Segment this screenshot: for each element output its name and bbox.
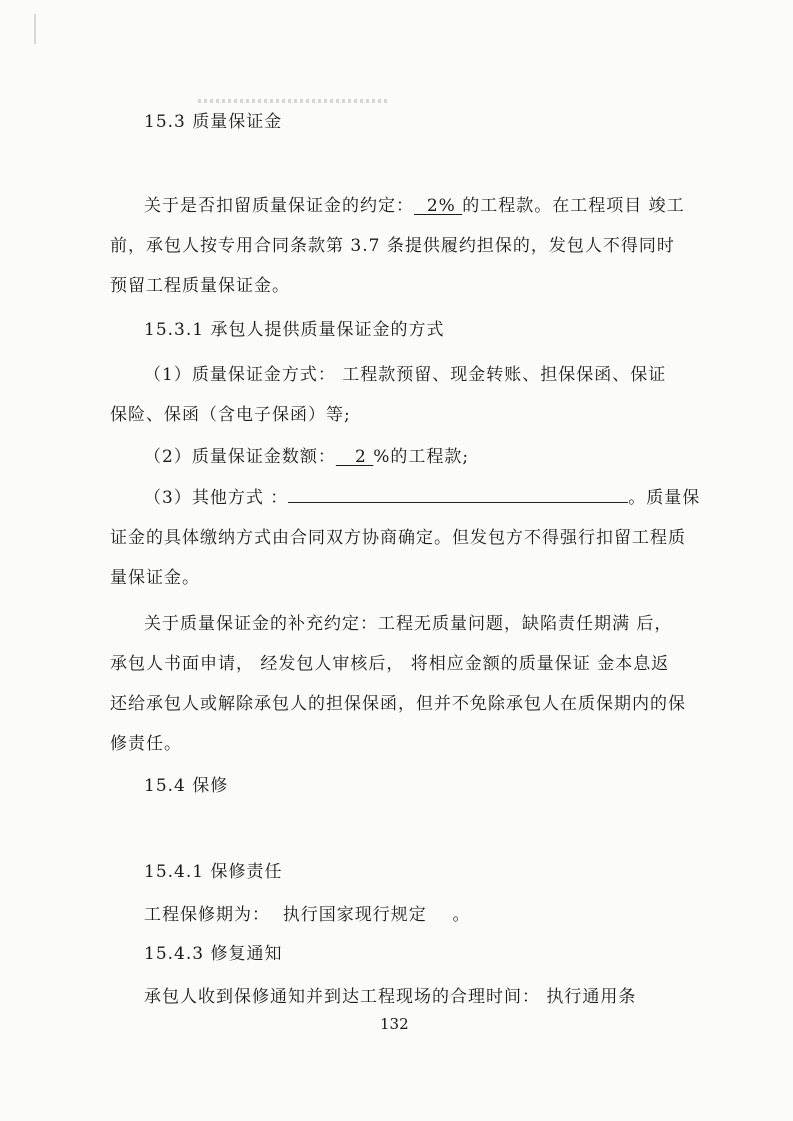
- heading-15-3: 15.3 质量保证金: [144, 112, 283, 132]
- para1-line1-pre: 关于是否扣留质量保证金的约定：: [144, 196, 414, 216]
- scan-smudge: [198, 99, 388, 103]
- item1-line1: （1）质量保证金方式： 工程款预留、现金转账、担保保函、保证: [144, 365, 667, 385]
- warranty-period-label: 工程保修期为：: [144, 905, 270, 925]
- item3-post: 。质量保: [628, 488, 701, 508]
- scan-edge-mark: [34, 14, 36, 44]
- heading-15-3-1: 15.3.1 承包人提供质量保证金的方式: [144, 320, 445, 340]
- retention-rate-value: 2%: [426, 196, 456, 216]
- para1-line3: 预留工程质量保证金。: [110, 276, 290, 296]
- item3-line2: 证金的具体缴纳方式由合同双方协商确定。但发包方不得强行扣留工程质: [110, 528, 686, 548]
- item3-pre: （3）其他方式 ：: [144, 488, 289, 508]
- supplement-line3: 还给承包人或解除承包人的担保保函，但并不免除承包人在质保期内的保: [110, 694, 686, 714]
- heading-15-4: 15.4 保修: [144, 776, 229, 796]
- retention-amount-value: 2: [355, 447, 367, 467]
- repair-notice-line: 承包人收到保修通知并到达工程现场的合理时间： 执行通用条: [144, 987, 637, 1007]
- item2-pre: （2）质量保证金数额：: [144, 447, 336, 467]
- warranty-period-line: [144, 905, 470, 925]
- warranty-period-value: 执行国家现行规定: [282, 905, 427, 925]
- heading-15-4-1: 15.4.1 保修责任: [144, 862, 283, 882]
- warranty-period-end: 。: [452, 905, 471, 925]
- supplement-line2: 承包人书面申请， 经发包人审核后， 将相应金额的质量保证 金本息返: [110, 654, 670, 674]
- supplement-line1: 关于质量保证金的补充约定：工程无质量问题，缺陷责任期满 后，: [144, 614, 673, 634]
- other-method-blank: [288, 488, 628, 503]
- item1-line2: 保险、保函（含电子保函）等;: [110, 405, 351, 425]
- para1-line2: 前，承包人按专用合同条款第 3.7 条提供履约担保的，发包人不得同时: [110, 236, 675, 256]
- para1-line1-post: 的工程款。在工程项目 竣工: [462, 196, 685, 216]
- item2-line: [144, 447, 469, 467]
- page-number: 132: [380, 1015, 409, 1033]
- para1-line1: [144, 196, 685, 216]
- item2-post: %的工程款;: [373, 447, 470, 467]
- heading-15-4-3: 15.4.3 修复通知: [144, 944, 283, 964]
- item3-line1: [144, 488, 700, 508]
- item3-line3: 量保证金。: [110, 568, 200, 588]
- supplement-line4: 修责任。: [110, 734, 182, 754]
